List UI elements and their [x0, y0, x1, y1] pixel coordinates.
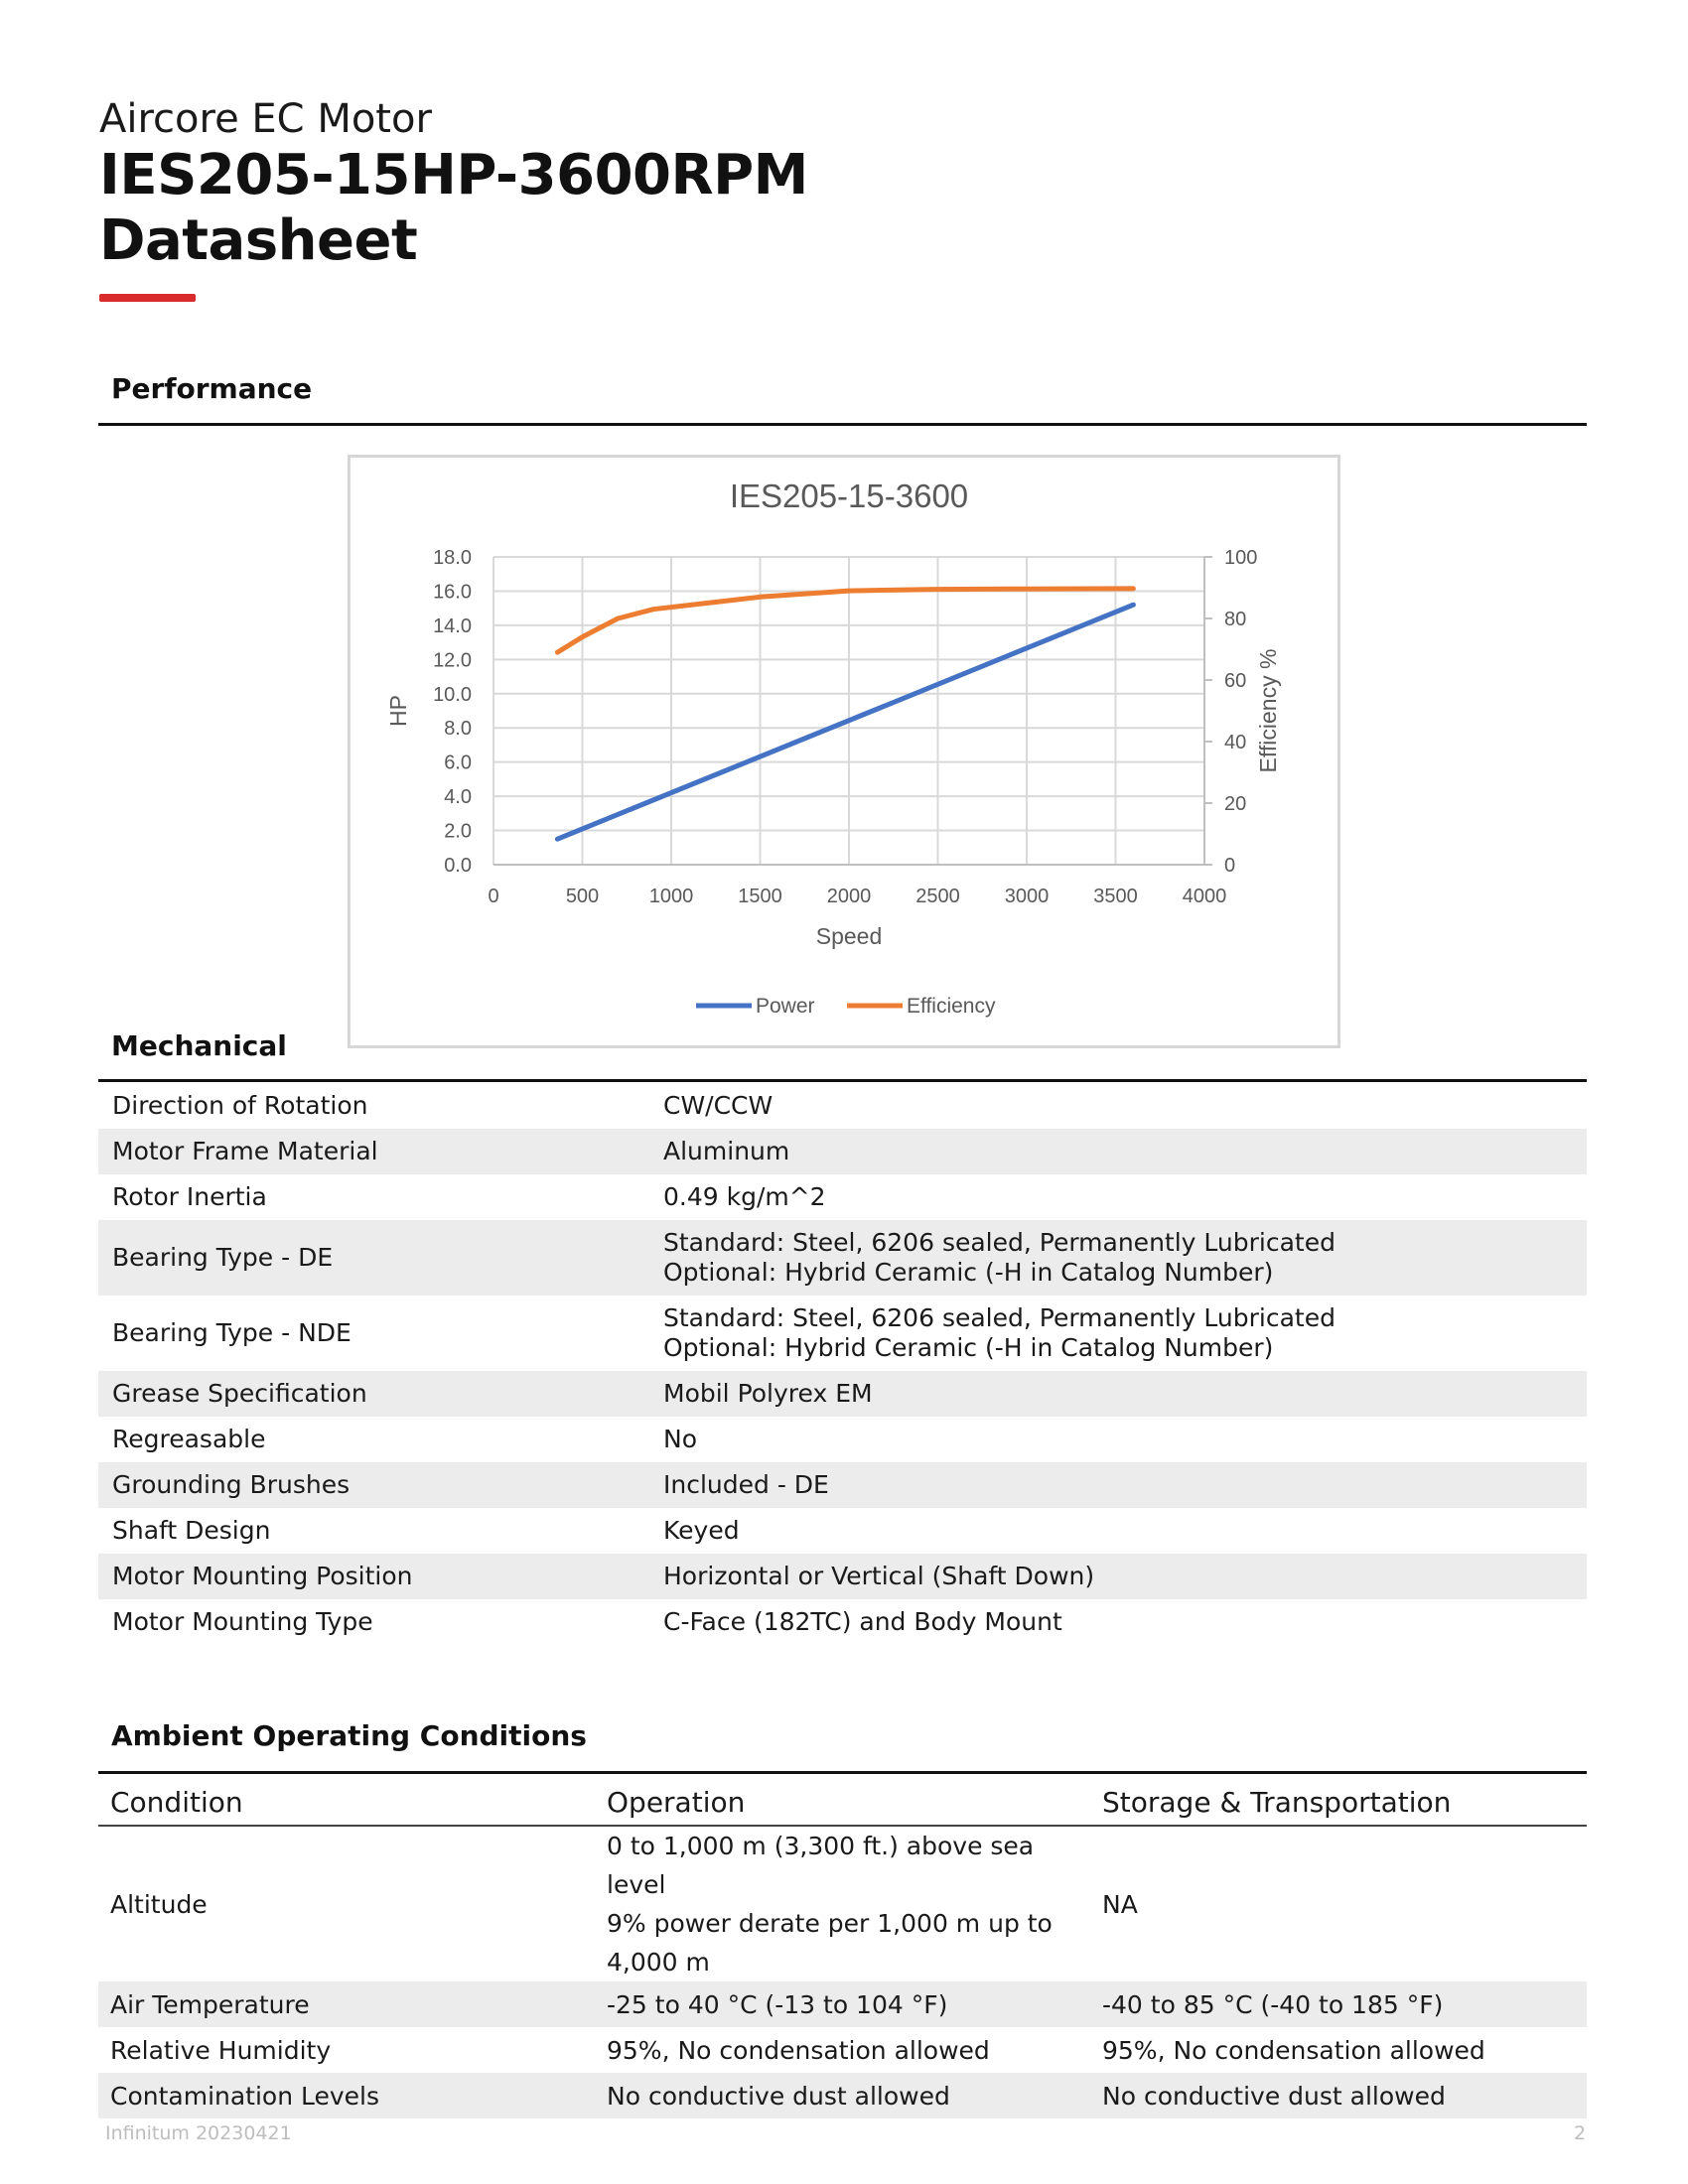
performance-section-title: Performance: [111, 372, 313, 405]
mechanical-row: [98, 1220, 1587, 1296]
mechanical-key: Rotor Inertia: [112, 1182, 267, 1211]
ambient-row: [98, 2027, 1587, 2073]
mechanical-value-line: Horizontal or Vertical (Shaft Down): [663, 1562, 1095, 1590]
ambient-storage: No conductive dust allowed: [1090, 2073, 1587, 2118]
chart-y-tick-label: 14.0: [433, 614, 472, 637]
mechanical-row: [98, 1599, 1587, 1645]
ambient-storage: -40 to 85 °C (-40 to 185 °F): [1090, 1981, 1587, 2027]
chart-x-tick-label: 2000: [826, 886, 872, 907]
chart-y2-tick-label: 60: [1224, 670, 1247, 692]
ambient-operation-line: 95%, No condensation allowed: [607, 2035, 990, 2065]
ambient-operation-line: 0 to 1,000 m (3,300 ft.) above sea level: [607, 1832, 1035, 1899]
footer-page-number: 2: [1574, 2122, 1587, 2144]
mechanical-value: [649, 1554, 1587, 1599]
mechanical-value-line: Included - DE: [663, 1470, 829, 1499]
mechanical-row: [98, 1174, 1587, 1220]
mechanical-value-line: Keyed: [663, 1516, 740, 1545]
mechanical-row: [98, 1554, 1587, 1599]
mechanical-section-title: Mechanical: [111, 1029, 287, 1062]
ambient-condition: Relative Humidity: [110, 2035, 332, 2065]
chart-x-tick-label: 4000: [1182, 886, 1227, 907]
chart-y-tick-label: 10.0: [433, 683, 472, 706]
document-title-line1: IES205-15HP-3600RPM: [99, 143, 808, 207]
ambient-operation-line: -25 to 40 °C (-13 to 104 °F): [607, 1989, 948, 2019]
mechanical-key: Bearing Type - DE: [98, 1220, 649, 1296]
mechanical-key: Bearing Type - NDE: [112, 1318, 352, 1347]
ambient-section-title: Ambient Operating Conditions: [111, 1719, 587, 1752]
document-subtitle: Aircore EC Motor: [99, 96, 432, 142]
mechanical-value-line: Optional: Hybrid Ceramic (-H in Catalog Number): [663, 1258, 1274, 1287]
ambient-storage: NA: [1102, 1889, 1138, 1919]
chart-y-tick-label: 4.0: [444, 786, 472, 809]
mechanical-value-line: 0.49 kg/m^2: [663, 1182, 826, 1211]
chart-y-axis-label: HP: [385, 695, 411, 727]
performance-chart: [348, 455, 1340, 1048]
ambient-col-storage: Storage & Transportation: [1090, 1780, 1587, 1826]
mechanical-key: Motor Frame Material: [98, 1129, 649, 1174]
chart-y-tick-label: 16.0: [433, 581, 472, 604]
mechanical-value: [649, 1462, 1587, 1508]
mechanical-value-line: Mobil Polyrex EM: [663, 1379, 873, 1408]
mechanical-value-line: Aluminum: [663, 1137, 790, 1165]
ambient-condition: Contamination Levels: [98, 2073, 595, 2118]
mechanical-value-line: Standard: Steel, 6206 sealed, Permanently Lubricated: [663, 1303, 1336, 1332]
mechanical-key: Grounding Brushes: [98, 1462, 649, 1508]
mechanical-key: Regreasable: [112, 1425, 266, 1453]
mechanical-table: [98, 1083, 1587, 1645]
mechanical-value: [649, 1220, 1587, 1296]
chart-x-tick-label: 1500: [738, 886, 782, 907]
performance-chart-svg: [351, 458, 1337, 1045]
chart-y-tick-label: 6.0: [444, 751, 472, 774]
header-accent-bar: [99, 294, 196, 302]
ambient-section-rule: [98, 1771, 1587, 1774]
mechanical-row: [98, 1462, 1587, 1508]
mechanical-key: Motor Mounting Position: [98, 1554, 649, 1599]
chart-y2-tick-label: 100: [1224, 547, 1258, 569]
chart-y-tick-label: 8.0: [444, 718, 472, 741]
ambient-operation-line: 9% power derate per 1,000 m up to: [607, 1909, 1053, 1938]
chart-y2-tick-label: 0: [1224, 855, 1236, 877]
mechanical-value-line: No: [663, 1425, 697, 1453]
mechanical-key: Motor Mounting Type: [112, 1607, 373, 1636]
mechanical-value: [649, 1371, 1587, 1417]
performance-section-rule: [98, 423, 1587, 426]
mechanical-row: [98, 1083, 1587, 1129]
mechanical-row: [98, 1508, 1587, 1554]
mechanical-value: [649, 1417, 1587, 1462]
mechanical-key: Direction of Rotation: [112, 1091, 368, 1120]
chart-y-tick-label: 0.0: [444, 855, 472, 877]
chart-y-tick-label: 12.0: [433, 649, 472, 672]
mechanical-value-line: CW/CCW: [663, 1091, 774, 1120]
ambient-row: [98, 2073, 1587, 2118]
chart-x-axis-label: Speed: [815, 923, 883, 949]
chart-x-tick-label: 2500: [915, 886, 960, 907]
mechanical-value-line: C-Face (182TC) and Body Mount: [663, 1607, 1062, 1636]
mechanical-value-line: Standard: Steel, 6206 sealed, Permanently Lubricated: [663, 1228, 1336, 1257]
mechanical-value: [649, 1508, 1587, 1554]
mechanical-row: [98, 1129, 1587, 1174]
footer-doc-id: Infinitum 20230421: [105, 2122, 292, 2144]
mechanical-value-line: Optional: Hybrid Ceramic (-H in Catalog Number): [663, 1333, 1274, 1362]
chart-x-tick-label: 0: [488, 886, 499, 907]
ambient-condition: Altitude: [110, 1889, 208, 1919]
chart-legend-label-efficiency: Efficiency: [907, 995, 996, 1018]
document-title-line2: Datasheet: [99, 208, 418, 273]
ambient-operation-line: 4,000 m: [607, 1948, 710, 1977]
ambient-operation: [595, 1981, 1090, 2027]
ambient-row: [98, 1826, 1587, 1981]
ambient-operation-line: No conductive dust allowed: [607, 2081, 950, 2111]
chart-legend-label-power: Power: [756, 995, 815, 1018]
ambient-col-condition: Condition: [98, 1780, 595, 1826]
chart-x-tick-label: 3000: [1004, 886, 1050, 907]
mechanical-section-rule: [98, 1079, 1587, 1082]
ambient-storage: 95%, No condensation allowed: [1102, 2035, 1485, 2065]
mechanical-row: [98, 1417, 1587, 1462]
ambient-table: [98, 1780, 1587, 2118]
chart-y-tick-label: 2.0: [444, 820, 472, 843]
mechanical-key: Grease Specification: [98, 1371, 649, 1417]
mechanical-row: [98, 1371, 1587, 1417]
mechanical-value: [649, 1083, 1587, 1129]
mechanical-value: [649, 1599, 1587, 1645]
mechanical-value: [649, 1174, 1587, 1220]
chart-y2-axis-label: Efficiency %: [1255, 648, 1281, 773]
ambient-col-operation: Operation: [595, 1780, 1090, 1826]
chart-x-tick-label: 1000: [648, 886, 694, 907]
chart-series-line-power: [557, 605, 1133, 839]
chart-x-tick-label: 3500: [1093, 886, 1138, 907]
chart-x-tick-label: 500: [565, 886, 600, 907]
ambient-operation: [595, 2027, 1090, 2073]
mechanical-row: [98, 1296, 1587, 1371]
mechanical-value: [649, 1129, 1587, 1174]
mechanical-key: Shaft Design: [112, 1516, 271, 1545]
chart-y2-tick-label: 40: [1224, 732, 1247, 753]
chart-y2-tick-label: 20: [1224, 793, 1247, 815]
ambient-header-row: [98, 1780, 1587, 1826]
chart-y-tick-label: 18.0: [433, 547, 472, 569]
ambient-condition: Air Temperature: [98, 1981, 595, 2027]
chart-title: IES205-15-3600: [729, 478, 969, 514]
chart-series-line-efficiency: [557, 589, 1133, 652]
ambient-operation: [595, 1826, 1090, 1981]
chart-y2-tick-label: 80: [1224, 609, 1247, 630]
ambient-row: [98, 1981, 1587, 2027]
ambient-operation: [595, 2073, 1090, 2118]
mechanical-value: [649, 1296, 1587, 1371]
document-header: [99, 95, 808, 274]
